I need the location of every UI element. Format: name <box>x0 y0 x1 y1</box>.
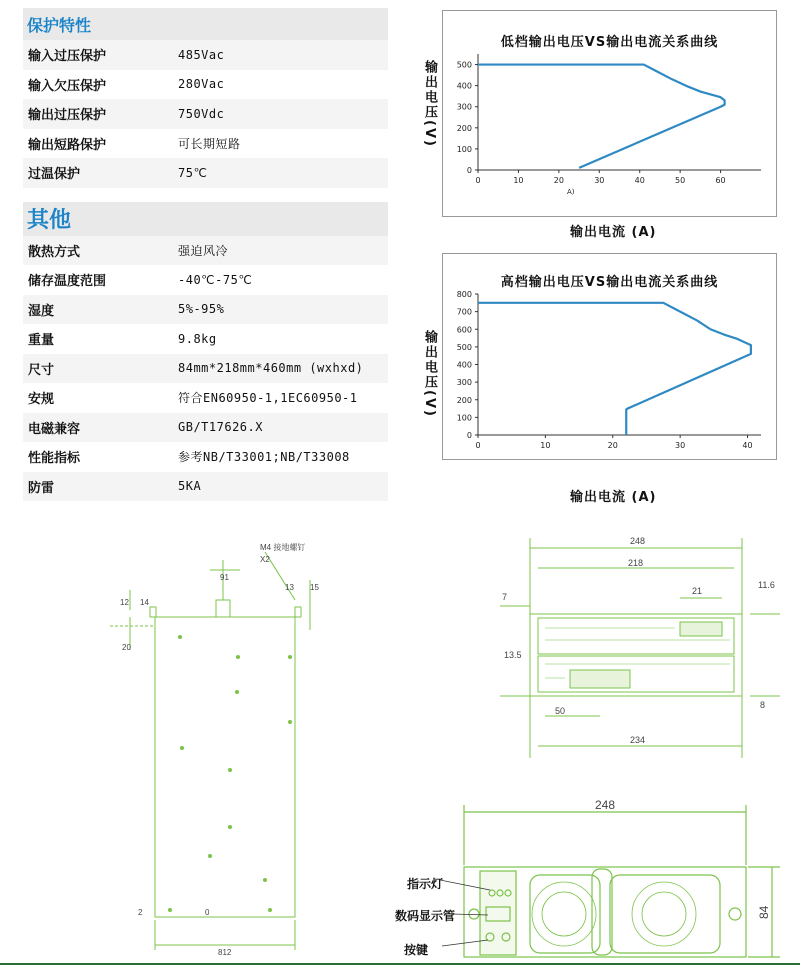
dim-812: 812 <box>218 948 232 957</box>
chart-low-plot <box>443 11 776 216</box>
y-tick-label: 200 <box>456 123 472 133</box>
other-row <box>23 472 388 502</box>
y-tick-label: 0 <box>466 166 472 175</box>
chart-low-gear <box>442 10 777 217</box>
other-row <box>23 265 388 295</box>
other-key: 散热方式 <box>28 244 81 260</box>
other-row <box>23 354 388 384</box>
y-tick-label: 0 <box>466 431 472 440</box>
bottom-rule <box>0 963 800 965</box>
series-line <box>478 65 725 168</box>
y-tick-label: 100 <box>456 144 472 154</box>
other-row <box>23 442 388 472</box>
other-value: GB/T17626.X <box>178 420 263 435</box>
protection-key: 输入过压保护 <box>28 49 107 65</box>
front-grille-bottom <box>538 656 734 692</box>
chart-low-xlabel: 输出电流 (A) <box>570 225 657 240</box>
x-tick-label: 50 <box>675 176 686 185</box>
x-tick-label: 10 <box>540 441 551 450</box>
ground-screw <box>295 607 301 617</box>
protection-value: 75℃ <box>178 165 208 180</box>
chart-high-gear <box>442 253 777 460</box>
other-value: 强迫风冷 <box>178 243 229 258</box>
dim-13-5: 13.5 <box>504 650 522 660</box>
dim-248-top: 248 <box>630 536 646 546</box>
x-tick-label: 20 <box>553 176 564 185</box>
chart-low-title: 低档输出电压VS输出电流关系曲线 <box>500 35 719 50</box>
series-line <box>478 303 751 435</box>
chart-low-ylabel: 输出电压(V) <box>422 60 437 148</box>
protection-row <box>23 40 388 70</box>
protection-key: 输出过压保护 <box>28 108 107 124</box>
x-tick-label: 0 <box>475 441 481 450</box>
other-value: 9.8kg <box>178 331 217 346</box>
x-tick-label: 10 <box>513 176 524 185</box>
note-x2: X2 <box>260 555 270 564</box>
other-key: 安规 <box>28 392 55 408</box>
y-tick-label: 400 <box>456 81 472 91</box>
other-row <box>23 413 388 443</box>
protection-row <box>23 129 388 159</box>
dim-14: 14 <box>140 598 149 607</box>
dim-7: 7 <box>502 592 508 602</box>
protection-key: 输出短路保护 <box>28 137 107 153</box>
protection-value: 485Vac <box>178 47 225 62</box>
x-tick-label: 0 <box>475 176 481 185</box>
dim-15: 15 <box>310 583 319 592</box>
callout-lines <box>440 870 560 960</box>
chart-high-plot <box>443 254 776 459</box>
other-row <box>23 295 388 325</box>
x-tick-label: 60 <box>715 176 726 185</box>
y-tick-label: 400 <box>456 360 472 370</box>
other-key: 防雷 <box>28 480 55 496</box>
protection-key: 过温保护 <box>28 167 81 183</box>
protection-key: 输入欠压保护 <box>28 78 107 94</box>
other-key: 尺寸 <box>28 362 55 378</box>
x-tick-label: 30 <box>594 176 605 185</box>
chart-high-ylabel: 输出电压(V) <box>422 330 437 418</box>
protection-table <box>23 40 388 188</box>
other-value: 5KA <box>178 479 202 494</box>
dim-12: 12 <box>120 598 129 607</box>
y-tick-label: 600 <box>456 325 472 335</box>
other-row <box>23 236 388 266</box>
fan-right <box>610 875 720 953</box>
y-tick-label: 500 <box>456 342 472 352</box>
y-tick-label: 700 <box>456 307 472 317</box>
other-value: 84mm*218mm*460mm (wxhxd) <box>178 361 364 376</box>
left-tab <box>150 607 156 617</box>
x-tick-label: 40 <box>742 441 753 450</box>
other-value: 5%-95% <box>178 302 225 317</box>
label-display: 数码显示管 <box>395 909 456 923</box>
side-view-outline <box>155 617 295 917</box>
connector-x2 <box>216 600 230 617</box>
other-key: 湿度 <box>28 303 55 319</box>
y-tick-label: 200 <box>456 395 472 405</box>
other-row <box>23 383 388 413</box>
dim-20: 20 <box>122 643 131 652</box>
other-row <box>23 324 388 354</box>
x-tick-label: 40 <box>634 176 645 185</box>
spec-panel <box>23 8 388 501</box>
protection-row <box>23 99 388 129</box>
other-value: 符合EN60950-1,1EC60950-1 <box>178 391 358 406</box>
protection-value: 750Vdc <box>178 106 225 121</box>
front-view-drawing <box>500 528 780 758</box>
protection-value: 280Vac <box>178 77 225 92</box>
dim-218: 218 <box>628 558 644 568</box>
side-view-drawing <box>110 530 330 960</box>
other-title: 其他 <box>23 202 388 236</box>
other-key: 储存温度范围 <box>28 274 107 290</box>
y-tick-label: 800 <box>456 290 472 299</box>
other-key: 重量 <box>28 333 55 349</box>
protection-value: 可长期短路 <box>178 136 241 151</box>
y-tick-label: 300 <box>456 378 472 388</box>
chart-high-xlabel: 输出电流 (A) <box>570 490 657 505</box>
x-tick-label: 30 <box>675 441 686 450</box>
dim-2: 2 <box>138 908 143 917</box>
other-table <box>23 236 388 502</box>
other-value: -40℃-75℃ <box>178 272 253 287</box>
dim-234: 234 <box>630 735 646 745</box>
y-tick-label: 300 <box>456 102 472 112</box>
dim-13: 13 <box>285 583 294 592</box>
protection-row <box>23 70 388 100</box>
dim-11-6: 11.6 <box>758 580 775 590</box>
x-tick-label: 20 <box>607 441 618 450</box>
dim-84: 84 <box>757 905 771 919</box>
label-indicator: 指示灯 <box>407 877 444 891</box>
dim-248-panel: 248 <box>595 798 616 812</box>
other-key: 性能指标 <box>28 451 81 467</box>
dim-50: 50 <box>555 706 566 716</box>
other-value: 参考NB/T33001;NB/T33008 <box>178 450 350 465</box>
note-ground-screw: M4 接地螺钉 <box>260 543 306 552</box>
chart-high-title: 高档输出电压VS输出电流关系曲线 <box>500 275 719 290</box>
y-tick-label: 100 <box>456 413 472 423</box>
label-button: 按键 <box>404 943 429 957</box>
dim-21: 21 <box>692 586 703 596</box>
handle <box>592 869 612 955</box>
dim-91: 91 <box>220 573 229 582</box>
y-tick-label: 500 <box>456 60 472 70</box>
x-axis-unit: A) <box>566 188 575 196</box>
protection-row <box>23 158 388 188</box>
protection-title: 保护特性 <box>23 8 388 40</box>
dim-0: 0 <box>205 908 210 917</box>
dim-8: 8 <box>760 700 766 710</box>
other-key: 电磁兼容 <box>28 421 81 437</box>
